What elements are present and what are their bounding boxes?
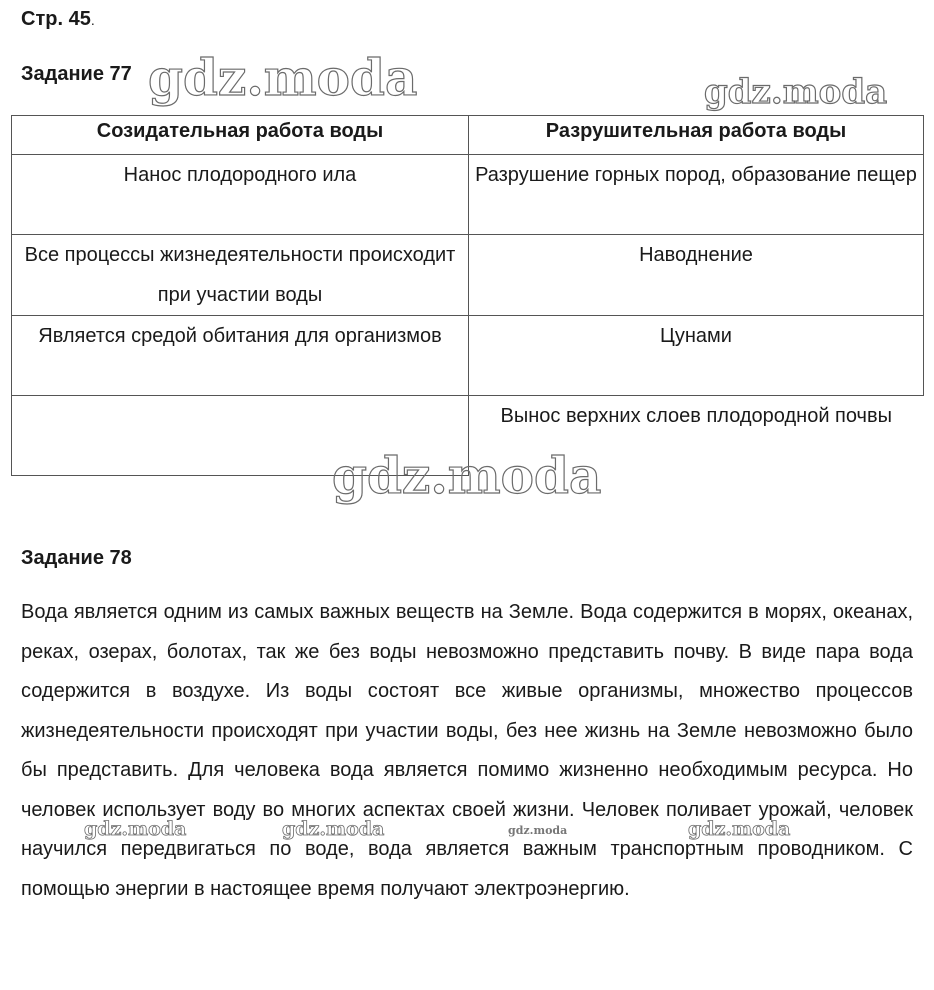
watermark-logo: gdz.moda xyxy=(332,446,602,505)
table-cell: Наводнение xyxy=(469,235,924,316)
table-cell xyxy=(12,396,469,476)
table-cell: Разрушение горных пород, образование пещер xyxy=(469,155,924,235)
table-cell: Цунами xyxy=(469,316,924,396)
watermark-logo: gdz.moda xyxy=(704,72,888,112)
watermark-logo: gdz.moda xyxy=(282,818,385,840)
table-row xyxy=(12,396,924,476)
table-row xyxy=(12,235,924,316)
watermark-logo: gdz.moda xyxy=(148,48,418,107)
watermark-logo: gdz.moda xyxy=(508,824,568,837)
table-cell: Нанос плодородного ила xyxy=(12,155,469,235)
water-work-table xyxy=(11,115,924,476)
table-cell: Является средой обитания для организмов xyxy=(12,316,469,396)
table-cell: Вынос верхних слоев плодородной почвы xyxy=(469,396,924,476)
table-header-row xyxy=(12,116,924,155)
table-cell: Все процессы жизнедеятельности происходит при участии воды xyxy=(12,235,469,316)
task-78-essay: Вода является одним из самых важных веществ на Земле. Вода содержится в морях, океанах, реках, озерах, болотах, так же без воды невозможно представить почву. В виде пара вода содержится в воздухе. Из воды состоят все живые организмы, множество процессов жизнедеятельности происходят при участии воды, без нее жизнь на Земле невозможно было бы представить. Для человека вода является помимо жизненно необходимым ресурса. Но человек использует воду во многих аспектах своей жизни. Человек поливает урожай, человек научился передвигаться по воде, вода является важным транспортным проводником. С помощью энергии в настоящее время получают электроэнергию. xyxy=(21,601,913,900)
task-77-title: Задание 77 xyxy=(21,63,132,85)
table-row xyxy=(12,155,924,235)
task-78-title: Задание 78 xyxy=(21,547,132,569)
table-row xyxy=(12,316,924,396)
watermark-logo: gdz.moda xyxy=(688,818,791,840)
header-destructive: Разрушительная работа воды xyxy=(469,116,924,155)
header-constructive: Созидательная работа воды xyxy=(12,116,469,155)
watermark-logo: gdz.moda xyxy=(84,818,187,840)
page-number: Стр. 45. xyxy=(21,8,95,30)
